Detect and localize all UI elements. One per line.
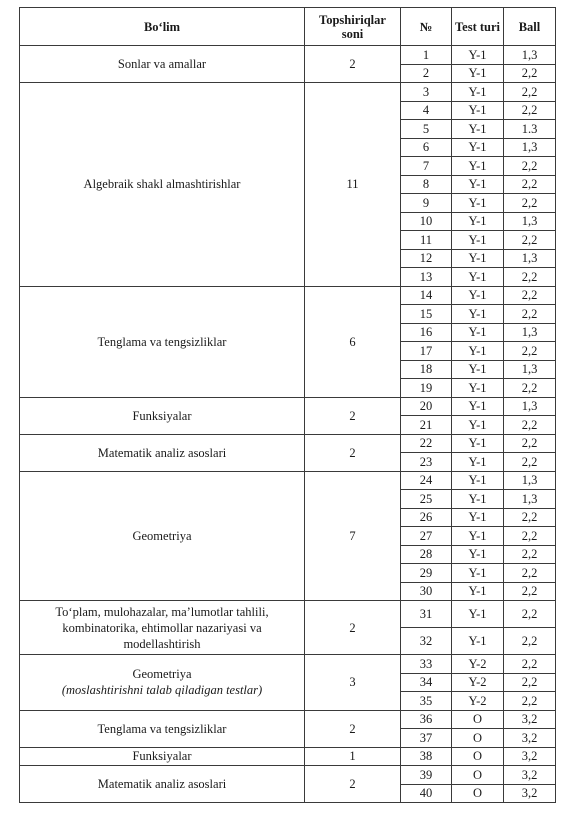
section-note: (moslashtirishni talab qiladigan testlar) [61,683,263,698]
section-name: Geometriya [132,528,192,543]
test-type: Y-1 [452,64,504,83]
task-count: 2 [305,46,401,83]
test-type: Y-2 [452,673,504,692]
section-name-cell [20,434,305,471]
ball-value: 2,2 [504,582,556,601]
task-number: 36 [401,710,452,729]
ball-value: 3,2 [504,747,556,766]
task-number: 1 [401,46,452,65]
section-name: Tenglama va tengsizliklar [97,721,227,736]
test-type: Y-2 [452,692,504,711]
task-count: 2 [305,766,401,803]
table-row [20,747,556,766]
table-row [20,655,556,674]
section-name: Matematik analiz asoslari [97,445,227,460]
task-number: 10 [401,212,452,231]
test-type: Y-1 [452,582,504,601]
ball-value: 2,2 [504,305,556,324]
table-row [20,471,556,490]
task-number: 30 [401,582,452,601]
test-type: Y-1 [452,46,504,65]
ball-value: 2,2 [504,194,556,213]
test-type: Y-1 [452,268,504,287]
test-type: Y-1 [452,397,504,416]
task-number: 22 [401,434,452,453]
task-number: 21 [401,416,452,435]
task-number: 5 [401,120,452,139]
ball-value: 2,2 [504,83,556,102]
ball-value: 1,3 [504,138,556,157]
table-row [20,83,556,102]
ball-value: 2,2 [504,601,556,628]
test-type: Y-1 [452,286,504,305]
ball-value: 3,2 [504,710,556,729]
ball-value: 1.3 [504,120,556,139]
task-number: 23 [401,453,452,472]
ball-value: 2,2 [504,286,556,305]
task-number: 12 [401,249,452,268]
task-number: 6 [401,138,452,157]
test-type: Y-1 [452,305,504,324]
ball-value: 2,2 [504,379,556,398]
task-count: 1 [305,747,401,766]
section-name: Tenglama va tengsizliklar [97,334,227,349]
ball-value: 2,2 [504,268,556,287]
ball-value: 2,2 [504,453,556,472]
table-row [20,286,556,305]
task-number: 35 [401,692,452,711]
ball-value: 2,2 [504,673,556,692]
task-number: 18 [401,360,452,379]
ball-value: 2,2 [504,692,556,711]
test-type: Y-2 [452,655,504,674]
task-number: 31 [401,601,452,628]
task-number: 15 [401,305,452,324]
ball-value: 2,2 [504,64,556,83]
table-row [20,766,556,785]
section-name-cell [20,601,305,655]
task-number: 14 [401,286,452,305]
section-name-cell [20,471,305,601]
ball-value: 2,2 [504,564,556,583]
section-name-cell [20,286,305,397]
test-type: Y-1 [452,434,504,453]
section-name: Algebraik shakl almashtirishlar [83,177,241,192]
ball-value: 2,2 [504,175,556,194]
test-type: Y-1 [452,194,504,213]
task-number: 19 [401,379,452,398]
test-type: Y-1 [452,212,504,231]
test-type: O [452,729,504,748]
task-number: 13 [401,268,452,287]
section-name: To‘plam, mulohazalar, ma’lumotlar tahlili, kombinatorika, ehtimollar nazariyasi va modellashtirish [55,604,269,651]
task-count: 2 [305,397,401,434]
ball-value: 2,2 [504,231,556,250]
test-type: Y-1 [452,360,504,379]
header-test-type: Test turi [452,8,504,46]
section-name-cell [20,766,305,803]
test-type: Y-1 [452,527,504,546]
task-number: 4 [401,101,452,120]
header-section: Bo‘lim [20,8,305,46]
task-number: 17 [401,342,452,361]
ball-value: 1,3 [504,397,556,416]
test-type: Y-1 [452,471,504,490]
header-ball: Ball [504,8,556,46]
test-type: Y-1 [452,157,504,176]
ball-value: 2,2 [504,628,556,655]
test-type: Y-1 [452,83,504,102]
task-number: 11 [401,231,452,250]
task-number: 9 [401,194,452,213]
task-count: 2 [305,601,401,655]
ball-value: 1,3 [504,360,556,379]
test-type: O [452,766,504,785]
task-count: 7 [305,471,401,601]
test-type: Y-1 [452,416,504,435]
ball-value: 2,2 [504,655,556,674]
ball-value: 2,2 [504,508,556,527]
section-name-cell [20,83,305,287]
task-number: 16 [401,323,452,342]
test-type: Y-1 [452,342,504,361]
table-row [20,601,556,628]
section-name: Sonlar va amallar [117,57,207,71]
section-name: Matematik analiz asoslari [97,777,227,791]
task-number: 20 [401,397,452,416]
test-type: Y-1 [452,323,504,342]
section-name: Funksiyalar [132,749,192,764]
ball-value: 2,2 [504,416,556,435]
task-number: 3 [401,83,452,102]
task-number: 25 [401,490,452,509]
task-number: 40 [401,784,452,803]
ball-value: 1,3 [504,46,556,65]
test-type: O [452,710,504,729]
header-number: № [401,8,452,46]
test-type: Y-1 [452,101,504,120]
test-type: Y-1 [452,120,504,139]
table-row [20,434,556,453]
test-type: O [452,747,504,766]
ball-value: 2,2 [504,527,556,546]
section-name: Funksiyalar [132,408,192,423]
section-name-cell [20,747,305,766]
task-count: 2 [305,434,401,471]
test-type: Y-1 [452,490,504,509]
section-name-cell [20,46,305,83]
ball-value: 1,3 [504,323,556,342]
test-type: Y-1 [452,545,504,564]
table-row [20,46,556,65]
test-type: Y-1 [452,249,504,268]
ball-value: 2,2 [504,434,556,453]
task-number: 34 [401,673,452,692]
task-count: 6 [305,286,401,397]
ball-value: 1,3 [504,249,556,268]
test-type: Y-1 [452,379,504,398]
task-count: 3 [305,655,401,711]
section-name: Geometriya [132,667,192,682]
task-number: 37 [401,729,452,748]
task-number: 33 [401,655,452,674]
test-type: Y-1 [452,628,504,655]
section-name-cell [20,397,305,434]
section-name-cell [20,655,305,711]
task-count: 11 [305,83,401,287]
ball-value: 2,2 [504,101,556,120]
table-row [20,397,556,416]
task-number: 38 [401,747,452,766]
test-type: Y-1 [452,453,504,472]
ball-value: 2,2 [504,545,556,564]
test-type: Y-1 [452,508,504,527]
task-number: 2 [401,64,452,83]
ball-value: 3,2 [504,784,556,803]
task-number: 39 [401,766,452,785]
task-number: 27 [401,527,452,546]
table-body [20,46,556,803]
ball-value: 1,3 [504,490,556,509]
test-type: Y-1 [452,138,504,157]
test-type: Y-1 [452,601,504,628]
task-count: 2 [305,710,401,747]
test-type: Y-1 [452,231,504,250]
test-structure-table [19,7,556,803]
ball-value: 1,3 [504,471,556,490]
ball-value: 3,2 [504,729,556,748]
test-type: O [452,784,504,803]
header-row [20,8,556,46]
ball-value: 3,2 [504,766,556,785]
test-type: Y-1 [452,564,504,583]
task-number: 26 [401,508,452,527]
ball-value: 2,2 [504,342,556,361]
ball-value: 1,3 [504,212,556,231]
task-number: 29 [401,564,452,583]
task-number: 32 [401,628,452,655]
section-name-cell [20,710,305,747]
task-number: 24 [401,471,452,490]
task-number: 7 [401,157,452,176]
test-type: Y-1 [452,175,504,194]
header-count: Topshiriqlar soni [305,8,401,46]
task-number: 28 [401,545,452,564]
table-row [20,710,556,729]
task-number: 8 [401,175,452,194]
ball-value: 2,2 [504,157,556,176]
